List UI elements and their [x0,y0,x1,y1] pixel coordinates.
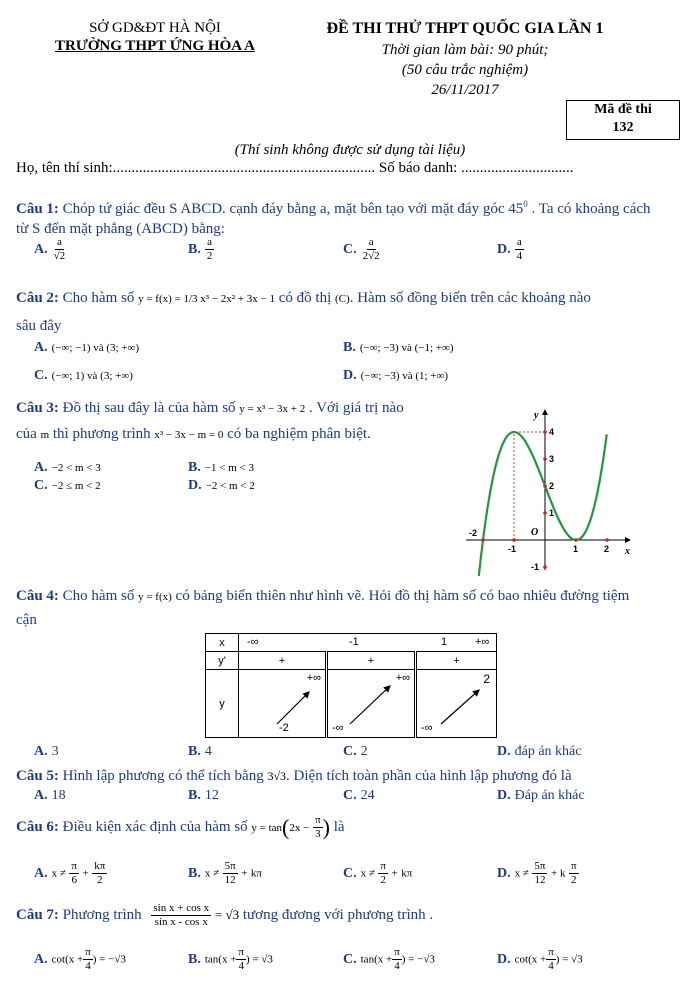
q6-option-c-label: C. [343,865,357,881]
q1-sup: 0 [523,199,528,209]
q2-option-b-text: (−∞; −3) và (−1; +∞) [359,342,454,354]
q1-line2: từ S đến mặt phẳng (ABCD) bằng: [16,221,225,237]
question-1 [16,194,688,239]
vt-y-top-1: +∞ [395,672,410,684]
q3-equation: x³ − 3x − m = 0 [154,429,224,441]
q4-option-d-text: đáp án khác [514,744,582,759]
q1-option-d[interactable] [497,236,524,263]
q6-three: 3 [315,828,321,840]
q3-var: m [40,429,50,441]
tick-dot-2 [574,538,578,542]
q6-option-b[interactable] [188,860,262,887]
note: (Thí sinh không được sử dụng tài liệu) [234,142,466,158]
variation-table [205,633,497,737]
q6-a-n1: π [71,860,77,872]
q2-option-c[interactable] [34,368,133,384]
x-tick-label-neg2: -2 [469,528,478,538]
q6-d-lhs: x ≠ [514,867,529,880]
q7-option-d[interactable] [497,946,583,973]
q6-d-op: + k [550,867,566,880]
q6-d-d2: 2 [570,874,577,886]
q6-b-d1: 12 [224,874,236,886]
q7-a-n: π [85,946,91,958]
question-4 [16,586,691,607]
q3-option-a-text: −2 < m < 3 [51,462,101,474]
question-6: Câu 6: Điều kiện xác định của hàm số y = tan(2x − $\frac{\pi}{3}$ ) là [16,814,345,840]
vt-y-cell-0 [239,670,327,738]
function-curve [478,432,606,576]
q7-a-d: 4 [85,960,91,972]
q1-a-num: a [56,236,62,248]
q1-option-b[interactable] [188,236,214,263]
q6-c-n1: π [380,860,386,872]
q6-option-a-label: A. [34,865,48,881]
q4-option-b[interactable] [188,744,212,760]
q3-pre: Đồ thị sau đây là của hàm số [62,400,236,416]
school-name: TRƯỜNG THPT ỨNG HÒA A [54,38,256,54]
q5-option-a[interactable] [34,788,66,804]
q1-a-den: √2 [53,250,66,262]
q7-option-b[interactable] [188,946,273,973]
q6-option-d[interactable] [497,860,579,887]
q7-label: Câu 7: [16,906,59,923]
q6-func-a: y = tan [251,821,283,834]
vt-x-val-1: -1 [349,636,359,648]
exam-code-label: Mã đề thi [594,102,652,117]
q6-b-lhs: x ≠ [204,867,220,880]
q4-option-b-label: B. [188,744,201,759]
q5-option-c-label: C. [343,788,357,803]
q3-option-a[interactable] [34,460,101,476]
q6-b-n1: 5π [224,860,236,872]
q2-mid: có đồ thị [278,290,332,306]
q6-label: Câu 6: [16,818,59,835]
q3-option-b-label: B. [188,460,201,475]
name-line: Họ, tên thí sinh:...................................................................... Số báo danh: .............................. [16,160,574,176]
q7-a-f: cot(x + [51,953,84,966]
q3-option-b-text: −1 < m < 3 [204,462,255,474]
q3-option-c[interactable] [34,478,101,494]
q1-option-c[interactable] [343,236,382,263]
q6-pi: π [315,814,321,826]
exam-date: 26/11/2017 [431,82,499,98]
q1-option-c-label: C. [343,241,357,257]
q6-option-a[interactable] [34,860,107,887]
q1-option-a[interactable] [34,236,67,263]
vt-y-label: y [206,670,239,738]
question-2 [16,288,691,309]
q6-c-lhs: x ≠ [360,867,375,880]
q2-option-b[interactable] [343,340,454,356]
y-tick-label-2: 2 [549,481,555,491]
q3-label: Câu 3: [16,400,59,416]
vt-x-label: x [206,634,239,652]
q6-a-d2: 2 [96,874,103,886]
q6-option-c[interactable] [343,860,412,887]
tick-dot-3 [605,538,609,542]
q3-line2 [16,424,456,445]
q2-option-c-label: C. [34,368,48,383]
q5-option-d-text: Đáp án khác [514,788,585,803]
department: SỞ GD&ĐT HÀ NỘI [89,20,221,36]
q7-option-a-label: A. [34,951,48,967]
q4-option-d[interactable] [497,744,581,760]
q4-function: y = f(x) [138,591,172,603]
q7-option-d-label: D. [497,951,511,967]
q7-pre: Phương trình [62,906,142,923]
q1-option-d-label: D. [497,241,511,257]
q1-c-den: 2√2 [362,250,380,262]
q6-c-tail: kπ [401,867,413,880]
q2-post: . Hàm số đồng biến trên các khoảng nào [349,290,591,306]
q1-text: Chóp tứ giác đều S ABCD. cạnh đáy bằng a, mặt bên tạo với mặt đáy góc 45 [62,201,524,217]
q1-b-den: 2 [206,250,213,262]
q3-option-d-text: −2 < m < 2 [205,480,255,492]
q1-label: Câu 1: [16,201,59,217]
q3-option-c-text: −2 ≤ m < 2 [51,480,101,492]
q6-d-n1: 5π [534,860,546,872]
q3-option-a-label: A. [34,460,48,475]
q3-option-d[interactable] [188,478,255,494]
q5-label: Câu 5: [16,768,59,784]
q3-graph [462,404,640,576]
vt-y-cell-1 [327,670,416,738]
q7-a-r: ) = −√3 [92,953,126,966]
q7-option-a[interactable] [34,946,126,973]
y-tick-label-4: 4 [549,427,555,437]
tick-dot-5 [543,484,547,488]
q6-pre: Điều kiện xác định của hàm số [62,818,248,835]
q1-d-num: a [516,236,522,248]
q6-func-b: 2x − [289,821,310,834]
q1-c-num: a [368,236,374,248]
q5-option-a-text: 18 [51,788,66,803]
q5-option-b-label: B. [188,788,201,803]
q7-c-r: ) = −√3 [401,953,435,966]
tick-dot-1 [512,538,516,542]
q5-option-a-label: A. [34,788,48,803]
q2-label: Câu 2: [16,290,59,306]
q7-c-d: 4 [394,960,400,972]
q7-d-n: π [548,946,554,958]
q3-function: y = x³ − 3x + 2 [239,403,306,415]
q6-a-lhs: x ≠ [51,867,66,880]
x-tick-label-2: 2 [604,544,610,554]
vt-yp-1: + [327,652,416,670]
q6-b-tail: kπ [250,867,262,880]
q2-function: y = f(x) = 1/3 x³ − 2x² + 3x − 1 [138,293,276,305]
q1-text2: . Ta có khoảng cách [531,201,651,217]
q5-option-d[interactable] [497,788,585,804]
q5-option-c-text: 24 [360,788,375,803]
q6-c-op: + [391,867,398,880]
vt-y-bottom-0: -2 [279,722,289,734]
y-axis-label: y [534,410,539,421]
exam-code-value: 132 [612,120,634,135]
q7-denominator: sin x - cos x [154,916,208,928]
vt-yp-2: + [416,652,497,670]
q2-option-b-label: B. [343,340,356,355]
q3-line2-b: thì phương trình [52,426,151,442]
q2-option-a-label: A. [34,340,48,355]
q5-option-b[interactable] [188,788,219,804]
q2-option-a[interactable] [34,340,139,356]
vt-yp-0: + [239,652,327,670]
q6-d-d1: 12 [534,874,546,886]
q5-post: . Diện tích toàn phần của hình lập phương đó là [286,768,572,784]
vt-y-bottom-2: -∞ [421,722,433,734]
vt-yp-label: y' [206,652,239,670]
x-axis-label: x [625,546,630,557]
q3-option-d-label: D. [188,478,202,493]
y-tick-label-1: 1 [549,508,555,518]
vt-y-cell-2 [416,670,497,738]
q5-volume: 3√3 [267,769,287,783]
q4-option-d-label: D. [497,744,511,759]
q4-option-a[interactable] [34,744,59,760]
tick-dot-8 [543,565,547,569]
question-5 [16,766,691,786]
q3-line2-a: của [16,426,37,442]
question-count: (50 câu trắc nghiệm) [401,62,529,78]
q1-option-b-label: B. [188,241,201,257]
exam-title: ĐỀ THI THỬ THPT QUỐC GIA LẦN 1 [326,20,604,37]
q3-option-c-label: C. [34,478,48,493]
q3-option-b[interactable] [188,460,254,476]
q7-c-f: tan(x + [360,953,393,966]
q7-b-r: ) = √3 [245,953,273,966]
tick-dot-4 [543,511,547,515]
q2-option-c-text: (−∞; 1) và (3; +∞) [51,370,133,382]
q7-option-b-label: B. [188,951,201,967]
q7-d-f: cot(x + [514,953,547,966]
q3-line2-c: có ba nghiệm phân biệt. [227,426,371,442]
q1-d-den: 4 [516,250,523,262]
q2-option-d-text: (−∞; −3) và (1; +∞) [360,370,449,382]
x-tick-label-neg1: -1 [508,544,517,554]
vt-x-row [239,634,497,652]
q7-numerator: sin x + cos x [153,902,210,914]
origin-label: O [531,527,539,538]
x-tick-label-1: 1 [573,544,579,554]
q4-option-c-text: 2 [360,744,368,759]
vt-y-top-0: +∞ [306,672,321,684]
q6-option-b-label: B. [188,865,201,881]
question-3 [16,398,456,419]
q2-option-d[interactable] [343,368,448,384]
exam-code-box [566,100,680,140]
tick-dot-0 [481,538,485,542]
q7-b-d: 4 [238,960,244,972]
exam-time: Thời gian làm bài: 90 phút; [381,42,549,58]
q6-option-d-label: D. [497,865,511,881]
q2-option-d-label: D. [343,368,357,383]
q6-d-n2: π [570,860,577,872]
tick-dot-7 [543,430,547,434]
q2-line2: sâu đây [16,318,62,334]
y-tick-label-3: 3 [549,454,555,464]
vt-y-bottom-1: -∞ [332,722,344,734]
q7-option-c-label: C. [343,951,357,967]
q6-b-op: + [241,867,248,880]
tick-dot-6 [543,457,547,461]
q4-label: Câu 4: [16,588,59,604]
q5-pre: Hình lập phương có thể tích bằng [62,768,264,784]
q3-post: . Với giá trị nào [308,400,404,416]
q2-curve: (C) [335,293,350,305]
q2-option-a-text: (−∞; −1) và (3; +∞) [51,342,140,354]
q5-option-d-label: D. [497,788,511,803]
q4-option-a-label: A. [34,744,48,759]
q4-line2: cận [16,612,37,628]
vt-x-val-3: +∞ [475,636,490,648]
q2-pre: Cho hàm số [62,290,135,306]
q4-option-b-text: 4 [204,744,212,759]
q6-post: là [333,818,345,835]
q7-b-n: π [238,946,244,958]
q7-d-r: ) = √3 [555,953,583,966]
q7-c-n: π [394,946,400,958]
q7-rhs: = √3 [214,906,240,922]
vt-arrow-0 [239,670,323,738]
q7-option-c[interactable] [343,946,435,973]
vt-arrow-2 [417,670,501,738]
q5-option-c[interactable] [343,788,375,804]
vt-x-val-2: 1 [441,636,448,648]
q6-c-d1: 2 [380,874,386,886]
q4-post: có bảng biến thiên như hình vẽ. Hỏi đồ thị hàm số có bao nhiêu đường tiệm [175,588,630,604]
vt-arrow-1 [328,670,412,738]
y-tick-label-neg1: -1 [531,562,540,572]
q4-option-a-text: 3 [51,744,59,759]
q7-post: tương đương với phương trình . [242,906,434,923]
q6-a-op: + [82,867,89,880]
q1-option-a-label: A. [34,241,48,257]
question-7 [16,902,691,929]
q6-a-n2: kπ [94,860,106,872]
q1-b-num: a [207,236,213,248]
vt-y-top-2: 2 [483,672,490,686]
q4-option-c[interactable] [343,744,368,760]
vt-x-val-0: -∞ [247,636,259,648]
q7-d-d: 4 [548,960,554,972]
q6-a-d1: 6 [71,874,77,886]
q4-pre: Cho hàm số [62,588,135,604]
q5-option-b-text: 12 [204,788,219,803]
q7-b-f: tan(x + [204,953,237,966]
q4-option-c-label: C. [343,744,357,759]
